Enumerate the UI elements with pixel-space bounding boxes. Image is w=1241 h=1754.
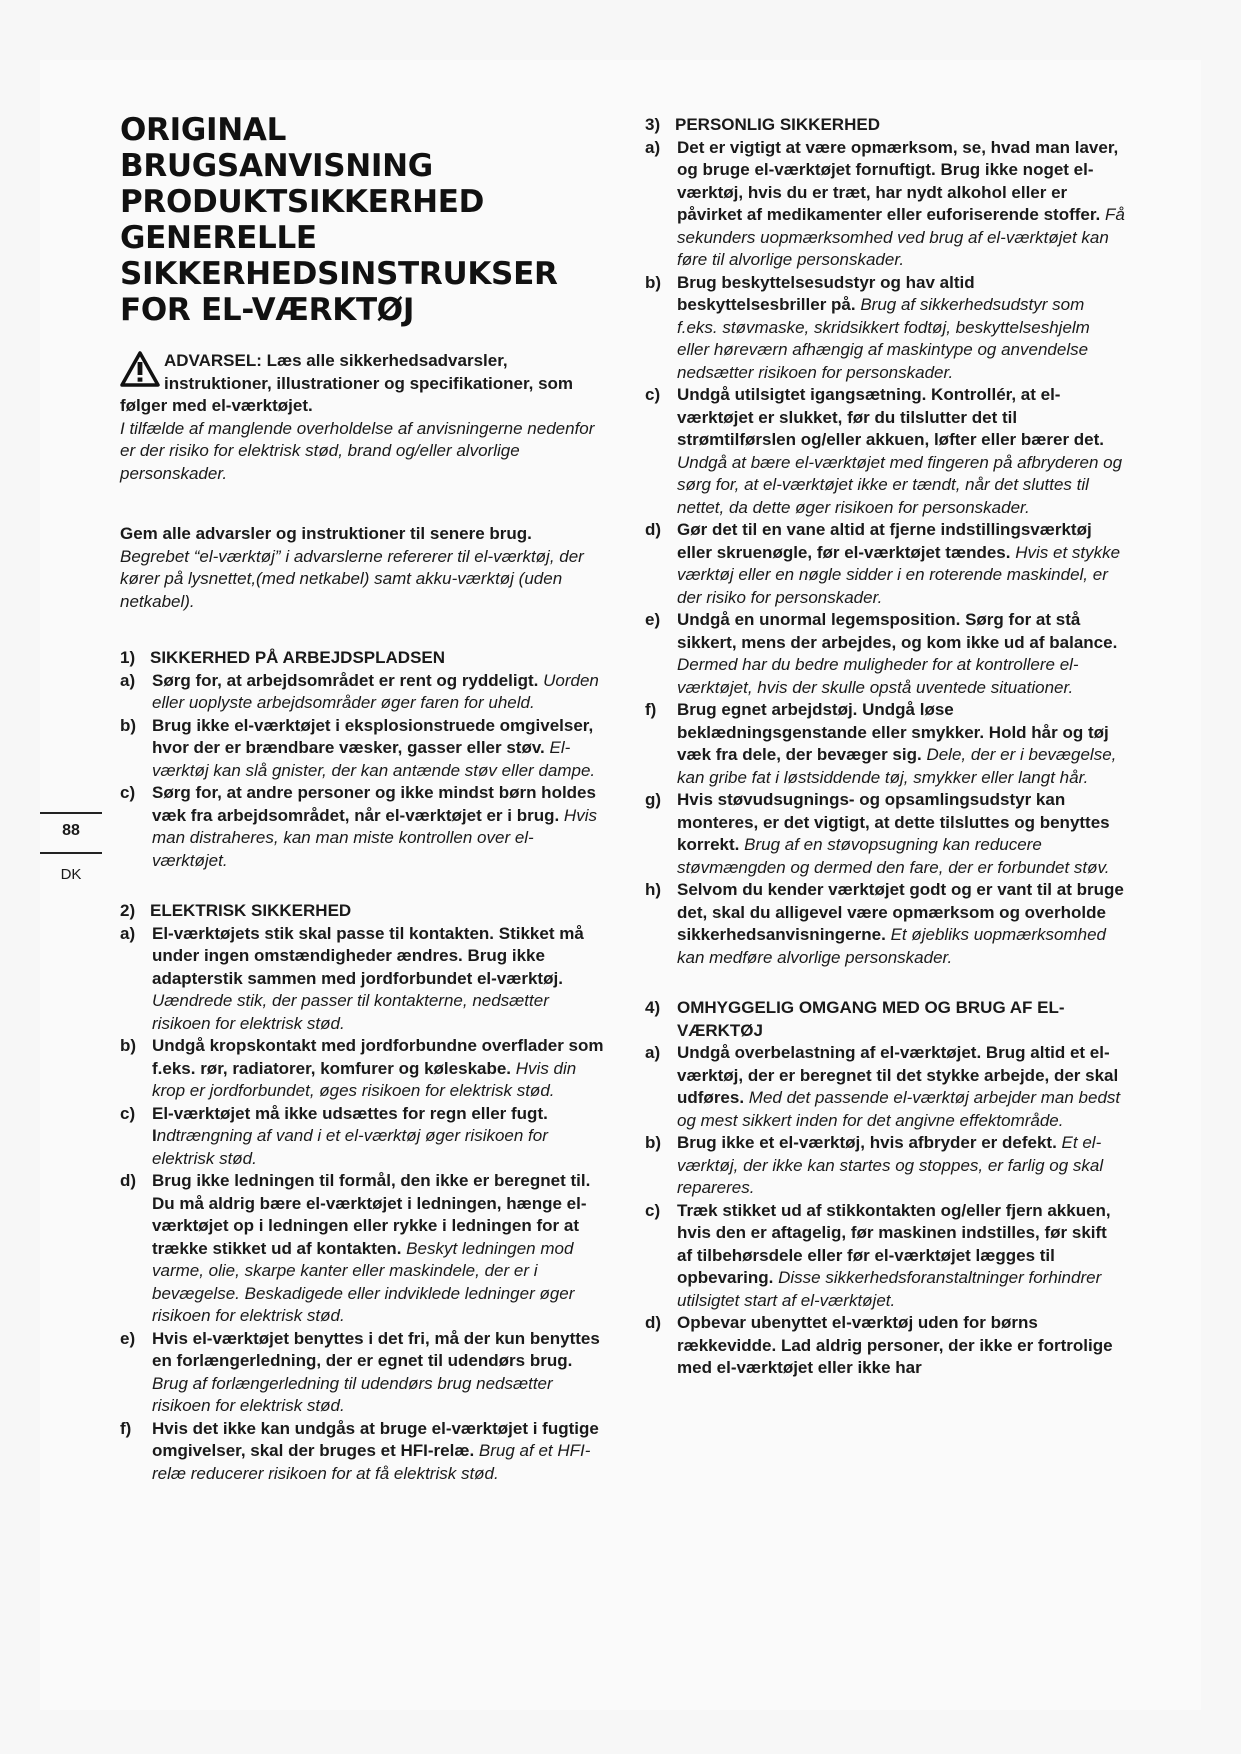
item-italic: Dermed har du bedre muligheder for at kontrollere el-værktøjet, hvis der skulle opstå uventede situationer.	[677, 655, 1079, 697]
section-title: ELEKTRISK SIKKERHED	[150, 901, 352, 920]
item-bold: Hvis det ikke kan undgås at bruge el-værktøjet i fugtige omgivelser, skal der bruges et HFI-relæ.	[152, 1418, 599, 1460]
section-heading	[120, 900, 605, 923]
title-line: PRODUKTSIKKERHED	[120, 184, 485, 220]
item-label: c)	[645, 385, 661, 404]
list-item	[645, 789, 1125, 879]
title-line: ORIGINAL	[120, 112, 287, 148]
item-italic: Brug af et HFI-relæ reducerer risikoen for at få elektrisk stød.	[152, 1441, 591, 1483]
list-item	[645, 1312, 1125, 1380]
item-label: b)	[645, 1133, 662, 1152]
section-number: 4)	[645, 998, 661, 1017]
item-label: d)	[645, 1313, 662, 1332]
item-italic: Brug af sikkerhedsudstyr som f.eks. støvmaske, skridsikkert fodtøj, beskyttelseshjelm eller høreværn afhængig af maskintype og anvendelse nedsætter risikoen for personskader.	[677, 295, 1090, 382]
item-bold: Undgå kropskontakt med jordforbundne overflader som f.eks. rør, radiatorer, komfurer og køleskabe.	[152, 1036, 604, 1078]
item-italic: El-værktøj kan slå gnister, der kan antænde støv eller dampe.	[152, 738, 596, 780]
title-line: FOR EL-VÆRKTØJ	[120, 292, 415, 328]
item-label: a)	[645, 137, 661, 157]
list-item	[120, 1418, 605, 1486]
warning-triangle-icon	[120, 350, 160, 388]
item-label: h)	[645, 880, 662, 899]
item-italic: Uændrede stik, der passer til kontakterne, nedsætter risikoen for elektrisk stød.	[152, 991, 549, 1033]
item-italic: Få sekunders uopmærksomhed ved brug af el-værktøjet kan føre til alvorlige personskader.	[677, 205, 1125, 269]
warning-bold-text: ADVARSEL: Læs alle sikkerhedsadvarsler, instruktioner, illustrationer og specifikationer, som følger med el-værktøjet.	[120, 351, 574, 415]
item-italic: Uorden eller uoplyste arbejdsområder øger faren for uheld.	[152, 670, 599, 712]
save-note-bold: Gem alle advarsler og instruktioner til senere brug.	[120, 524, 532, 543]
section-title: PERSONLIG SIKKERHED	[675, 115, 880, 134]
list-item	[645, 137, 1125, 272]
item-label: e)	[645, 610, 661, 629]
item-bold: Træk stikket ud af stikkontakten og/eller fjern akkuen, hvis den er aftagelig, før maskinen indstilles, før skift af tilbehørsdele eller før el-værktøjet lægges til opbevaring.	[677, 1200, 1111, 1287]
item-label: g)	[645, 790, 662, 809]
title-line: SIKKERHEDSINSTRUKSER	[120, 256, 558, 292]
item-label: a)	[120, 923, 136, 943]
item-bold: Hvis støvudsugnings- og opsamlingsudstyr kan monteres, er det vigtigt, at dette tilsluttes og benyttes korrekt.	[677, 790, 1110, 854]
item-italic: Et øjebliks uopmærksomhed kan medføre alvorlige personskader.	[677, 925, 1106, 967]
item-label: a)	[120, 670, 136, 690]
list-item	[120, 1035, 605, 1103]
item-italic: Disse sikkerhedsforanstaltninger forhindrer utilsigtet start af el-værktøjet.	[677, 1268, 1102, 1310]
item-bold: Undgå utilsigtet igangsætning. Kontrollér, at el-værktøjet er slukket, før du tilslutter det til strømtilførslen og/eller akkuen, løfter eller bærer det.	[677, 385, 1105, 449]
item-bold: Det er vigtigt at være opmærksom, se, hvad man laver, og bruge el-værktøjet fornuftigt. Brug ikke noget el-værktøj, hvis du er træt, har nydt alkohol eller er påvirket af medikamenter eller euforiserende stoffer.	[677, 137, 1119, 224]
item-label: b)	[120, 715, 137, 735]
save-note	[120, 523, 605, 613]
list-item	[645, 519, 1125, 609]
item-italic: Dele, der er i bevægelse, kan gribe fat i løstsiddende tøj, smykker eller langt hår.	[677, 745, 1117, 787]
item-bold: Opbevar ubenyttet el-værktøj uden for børns rækkevidde. Lad aldrig personer, der ikke er fortrolige med el-værktøjet eller ikke har	[677, 1313, 1113, 1377]
item-label: b)	[645, 272, 662, 292]
warning-italic-text: I tilfælde af manglende overholdelse af anvisningerne nedenfor er der risiko for elektrisk stød, brand og/eller alvorlige personskader.	[120, 418, 595, 483]
list-item	[645, 1200, 1125, 1313]
section-number: 2)	[120, 901, 136, 920]
item-italic: Med det passende el-værktøj arbejder man bedst og mest sikkert inden for det angivne effektområde.	[677, 1088, 1121, 1130]
section-heading	[645, 997, 1125, 1042]
title-line: GENERELLE	[120, 220, 317, 256]
item-italic: Brug af en støvopsugning kan reducere støvmængden og dermed den fare, der er forbundet støv.	[677, 835, 1110, 877]
item-bold: Brug ikke et el-værktøj, hvis afbryder er defekt.	[677, 1133, 1057, 1152]
item-label: d)	[120, 1171, 137, 1190]
item-bold: Brug ikke ledningen til formål, den ikke er beregnet til. Du må aldrig bære el-værktøjet i ledningen, hænge el-værktøjet op i ledningen eller rykke i ledningen for at trække stikket ud af kontakten.	[152, 1171, 591, 1258]
right-column	[645, 114, 1125, 1380]
item-label: a)	[645, 1043, 661, 1062]
list-item	[120, 1170, 605, 1328]
item-italic: Hvis man distraheres, kan man miste kontrollen over el-værktøjet.	[152, 805, 597, 870]
margin-rule-top	[40, 812, 102, 814]
item-bold: El-værktøjets stik skal passe til kontakten. Stikket må under ingen omstændigheder ændres. Brug ikke adapterstik sammen med jordforbundet el-værktøj.	[152, 923, 584, 988]
margin-rule-bottom	[40, 852, 102, 854]
section-title: OMHYGGELIG OMGANG MED OG BRUG AF EL-VÆRKTØJ	[677, 998, 1065, 1040]
item-italic: Hvis din krop er jordforbundet, øges risikoen for elektrisk stød.	[152, 1058, 577, 1100]
item-label: b)	[120, 1036, 137, 1055]
item-bold: Sørg for, at andre personer og ikke mindst børn holdes væk fra arbejdsområdet, når el-værktøjet er i brug.	[152, 783, 596, 825]
list-item	[645, 1042, 1125, 1132]
item-bold: Selvom du kender værktøjet godt og er vant til at bruge det, skal du alligevel være opmærksom og overholde sikkerhedsanvisningerne.	[677, 880, 1124, 944]
section-number: 3)	[645, 115, 661, 134]
item-label: c)	[120, 1103, 136, 1123]
item-bold: El-værktøjet må ikke udsættes for regn eller fugt. I	[152, 1103, 548, 1145]
item-italic: ndtrængning af vand i et el-værktøj øger risikoen for elektrisk stød.	[152, 1126, 548, 1168]
section-title: SIKKERHED PÅ ARBEJDSPLADSEN	[150, 648, 446, 667]
item-label: c)	[120, 783, 136, 802]
list-item	[120, 782, 605, 872]
item-italic: Beskyt ledningen mod varme, olie, skarpe kanter eller maskindele, der er i bevægelse. Beskadigede eller indviklede ledninger øger risikoen for elektrisk stød.	[152, 1238, 575, 1325]
item-bold: Undgå en unormal legemsposition. Sørg for at stå sikkert, mens der arbejdes, og kom ikke ud af balance.	[677, 610, 1118, 652]
page-number: 88	[62, 822, 80, 839]
item-bold: Gør det til en vane altid at fjerne indstillingsværktøj eller skruenøgle, før el-værktøjet tændes.	[677, 520, 1092, 562]
list-item	[120, 1103, 605, 1171]
list-item	[645, 609, 1125, 699]
save-note-italic: Begrebet “el-værktøj” i advarslerne refererer til el-værktøj, der kører på lysnettet,(med netkabel) samt akku-værktøj (uden netkabel).	[120, 546, 584, 611]
list-item	[120, 715, 605, 783]
item-bold: Brug ikke el-værktøjet i eksplosionstruede omgivelser, hvor der er brændbare væsker, gasser eller støv.	[152, 715, 594, 757]
list-item	[120, 670, 605, 715]
list-item	[645, 384, 1125, 519]
item-bold: Hvis el-værktøjet benyttes i det fri, må der kun benyttes en forlængerledning, der er egnet til udendørs brug.	[152, 1328, 600, 1370]
item-italic: Et el-værktøj, der ikke kan startes og stoppes, er farlig og skal repareres.	[677, 1133, 1104, 1197]
item-bold: Sørg for, at arbejdsområdet er rent og ryddeligt.	[152, 670, 539, 690]
item-label: f)	[645, 700, 657, 719]
item-label: c)	[645, 1200, 661, 1220]
list-item	[120, 923, 605, 1036]
section-number: 1)	[120, 648, 136, 667]
list-item	[120, 1328, 605, 1418]
warning-block	[120, 350, 605, 485]
item-italic: Undgå at bære el-værktøjet med fingeren på afbryderen og sørg for, at el-værktøjet ikke er tændt, når det sluttes til nettet, da dette øger risikoen for personskader.	[677, 452, 1123, 517]
item-label: d)	[645, 520, 662, 539]
item-label: e)	[120, 1328, 136, 1348]
section-heading	[645, 114, 1125, 137]
language-code: DK	[60, 866, 82, 883]
document-title	[120, 112, 605, 328]
item-italic: Hvis et stykke værktøj eller en nøgle sidder i en roterende maskindel, er der risiko for personskader.	[677, 542, 1121, 607]
left-column	[120, 112, 605, 1485]
item-italic: Brug af forlængerledning til udendørs brug nedsætter risikoen for elektrisk stød.	[152, 1373, 553, 1415]
list-item	[645, 272, 1125, 385]
item-bold: Undgå overbelastning af el-værktøjet. Brug altid et el-værktøj, der er beregnet til det stykke arbejde, der skal udføres.	[677, 1043, 1119, 1107]
list-item	[645, 699, 1125, 789]
section-heading	[120, 647, 605, 670]
item-bold: Brug beskyttelsesudstyr og hav altid beskyttelsesbriller på.	[677, 272, 975, 314]
list-item	[645, 1132, 1125, 1200]
list-item	[645, 879, 1125, 969]
item-label: f)	[120, 1418, 132, 1438]
title-line: BRUGSANVISNING	[120, 148, 433, 184]
item-bold: Brug egnet arbejdstøj. Undgå løse beklædningsgenstande eller smykker. Hold hår og tøj væk fra dele, der bevæger sig.	[677, 700, 1109, 764]
